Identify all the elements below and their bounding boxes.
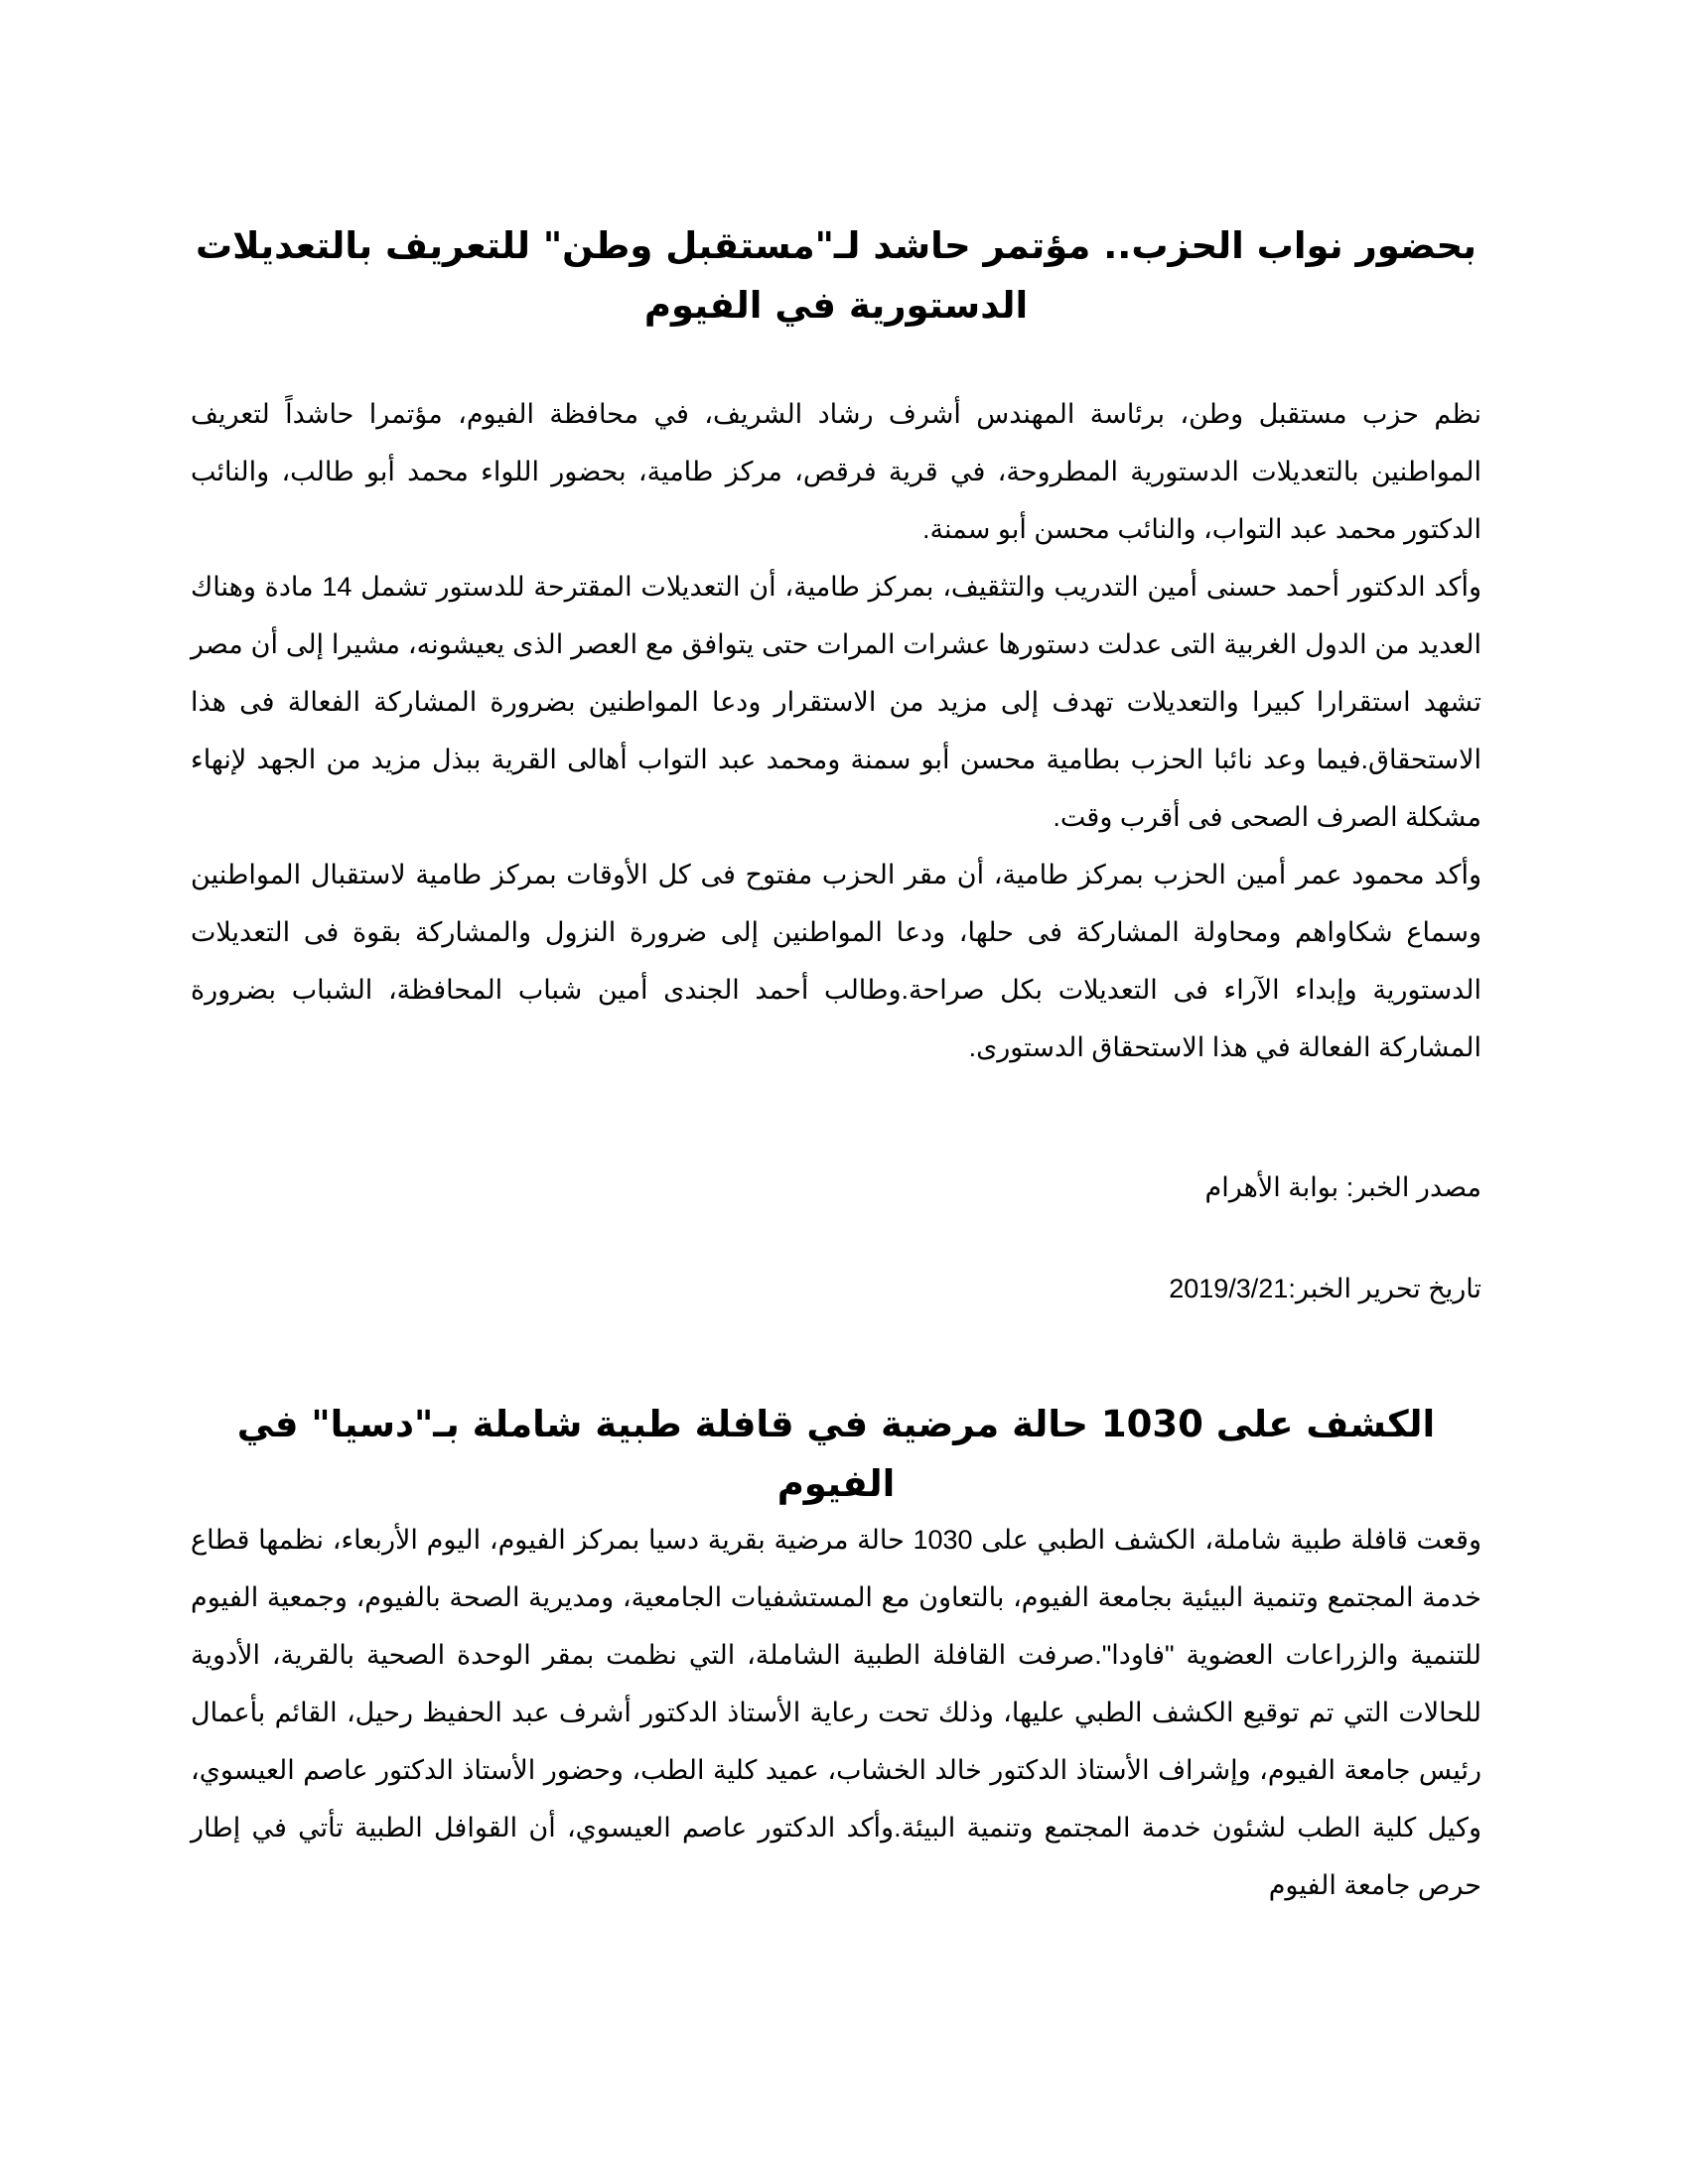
article-1-body (191, 385, 1481, 1076)
article-1-date: تاريخ تحرير الخبر:2019/3/21 (1169, 1274, 1481, 1303)
article-1-paragraph-1: نظم حزب مستقبل وطن، برئاسة المهندس أشرف رشاد الشريف، في محافظة الفيوم، مؤتمرا حاشداً لتعريف المواطنين بالتعديلات الدستورية المطروحة، في قرية فرقص، مركز طامية، بحضور اللواء محمد أبو طالب، والنائب الدكتور محمد عبد التواب، والنائب محسن أبو سمنة. (191, 399, 1481, 544)
article-2-headline: الكشف على 1030 حالة مرضية في قافلة طبية شاملة بـ"دسيا" في الفيوم (236, 1403, 1436, 1505)
article-1-headline: بحضور نواب الحزب.. مؤتمر حاشد لـ"مستقبل وطن" للتعريف بالتعديلات الدستورية في الفيوم (195, 224, 1477, 327)
article-1-source: مصدر الخبر: بوابة الأهرام (1204, 1172, 1481, 1202)
article-1-paragraph-3: وأكد محمود عمر أمين الحزب بمركز طامية، أن مقر الحزب مفتوح فى كل الأوقات بمركز طامية لاستقبال المواطنين وسماع شكاواهم ومحاولة المشاركة فى حلها، ودعا المواطنين إلى ضرورة النزول والمشاركة بقوة فى التعديلات الدستورية وإبداء الآراء فى التعديلات بكل صراحة.وطالب أحمد الجندى أمين شباب المحافظة، الشباب بضرورة المشاركة الفعالة في هذا الاستحقاق الدستورى. (191, 860, 1481, 1062)
article-1-paragraph-2: وأكد الدكتور أحمد حسنى أمين التدريب والتثقيف، بمركز طامية، أن التعديلات المقترحة للدستور تشمل 14 مادة وهناك العديد من الدول الغربية التى عدلت دستورها عشرات المرات حتى يتوافق مع العصر الذى يعيشونه، مشيرا إلى أن مصر تشهد استقرارا كبيرا والتعديلات تهدف إلى مزيد من الاستقرار ودعا المواطنين بضرورة المشاركة الفعالة فى هذا الاستحقاق.فيما وعد نائبا الحزب بطامية محسن أبو سمنة ومحمد عبد التواب أهالى القرية ببذل مزيد من الجهد لإنهاء مشكلة الصرف الصحى فى أقرب وقت. (191, 572, 1481, 832)
article-2-body (191, 1511, 1481, 1914)
article-2-paragraph-1: وقعت قافلة طبية شاملة، الكشف الطبي على 1030 حالة مرضية بقرية دسيا بمركز الفيوم، اليوم الأربعاء، نظمها قطاع خدمة المجتمع وتنمية البيئية بجامعة الفيوم، بالتعاون مع المستشفيات الجامعية، ومديرية الصحة بالفيوم، وجمعية الفيوم للتنمية والزراعات العضوية "فاودا".صرفت القافلة الطبية الشاملة، التي نظمت بمقر الوحدة الصحية بالقرية، الأدوية للحالات التي تم توقيع الكشف الطبي عليها، وذلك تحت رعاية الأستاذ الدكتور أشرف عبد الحفيظ رحيل، القائم بأعمال رئيس جامعة الفيوم، وإشراف الأستاذ الدكتور خالد الخشاب، عميد كلية الطب، وحضور الأستاذ الدكتور عاصم العيسوي، وكيل كلية الطب لشئون خدمة المجتمع وتنمية البيئة.وأكد الدكتور عاصم العيسوي، أن القوافل الطبية تأتي في إطار حرص جامعة الفيوم (191, 1525, 1482, 1900)
